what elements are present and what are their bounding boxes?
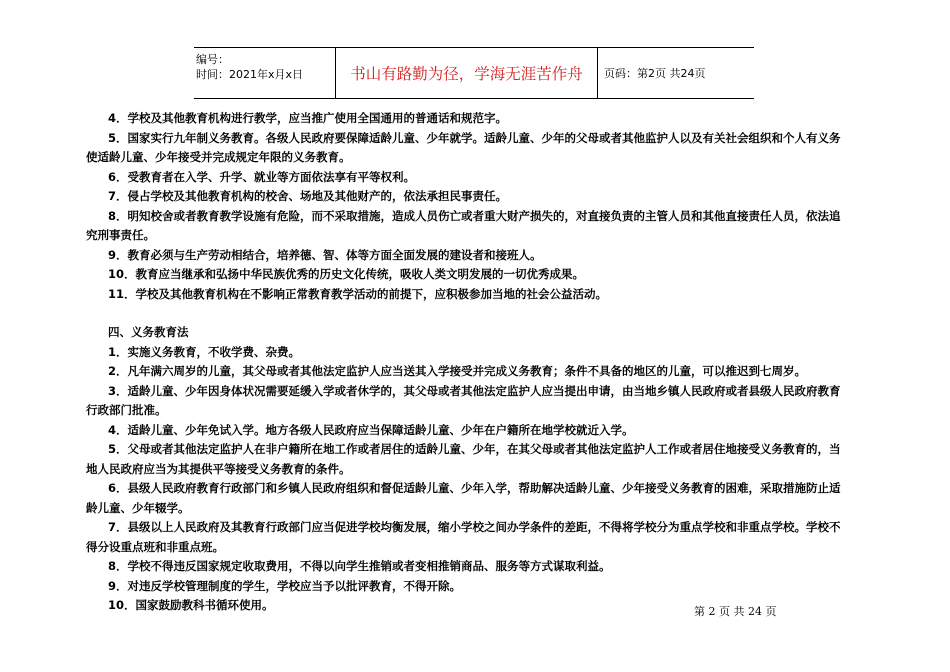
paragraph-line: 8．明知校舍或者教育教学设施有危险，而不采取措施，造成人员伤亡或者重大财产损失的，对直接负责的主管人员和其他直接责任人员，依法追	[108, 208, 841, 223]
paragraph-line: 龄儿童、少年辍学。	[86, 500, 190, 515]
page-label: 页码：第2页 共24页	[604, 67, 706, 80]
section-title: 四、义务教育法	[108, 325, 189, 339]
paragraph-line: 7．侵占学校及其他教育机构的校舍、场地及其他财产的，依法承担民事责任。	[108, 189, 507, 203]
header-meta	[194, 48, 336, 98]
paragraph-line: 5．国家实行九年制义务教育。各级人民政府要保障适龄儿童、少年就学。适龄儿童、少年的父母或者其他监护人以及有关社会组织和个人有义务	[108, 130, 841, 145]
paragraph-line: 6．受教育者在入学、升学、就业等方面依法享有平等权利。	[108, 169, 415, 184]
paragraph-line: 2．凡年满六周岁的儿童，其父母或者其他法定监护人应当送其入学接受并完成义务教育；条件不具备的地区的儿童，可以推迟到七周岁。	[108, 364, 806, 378]
page-header	[194, 47, 754, 99]
paragraph-line: 得分设重点班和非重点班。	[86, 539, 224, 554]
paragraph-line: 4．适龄儿童、少年免试入学。地方各级人民政府应当保障适龄儿童、少年在户籍所在地学校就近入学。	[108, 422, 634, 437]
paragraph-line: 10．国家鼓励教科书循环使用。	[108, 598, 274, 612]
paragraph-line: 10．教育应当继承和弘扬中华民族优秀的历史文化传统，吸收人类文明发展的一切优秀成果。	[108, 267, 584, 281]
paragraph-line: 1．实施义务教育，不收学费、杂费。	[108, 344, 300, 359]
time-label: 时间：2021年x月x日	[196, 68, 304, 81]
paragraph-line: 9．对违反学校管理制度的学生，学校应当予以批评教育，不得开除。	[108, 578, 461, 593]
paragraph-line: 7．县级以上人民政府及其教育行政部门应当促进学校均衡发展，缩小学校之间办学条件的差距，不得将学校分为重点学校和非重点学校。学校不	[108, 520, 841, 534]
paragraph-line: 3．适龄儿童、少年因身体状况需要延缓入学或者休学的，其父母或者其他法定监护人应当提出申请，由当地乡镇人民政府或者县级人民政府教育	[108, 383, 841, 398]
paragraph-line: 地人民政府应当为其提供平等接受义务教育的条件。	[86, 461, 351, 476]
motto: 书山有路勤为径，学海无涯苦作舟	[336, 48, 598, 98]
paragraph-line: 使适龄儿童、少年接受并完成规定年限的义务教育。	[86, 150, 351, 164]
paragraph-line: 究刑事责任。	[86, 228, 155, 242]
page-footer: 第 2 页 共 24 页	[694, 605, 777, 618]
paragraph-line: 6．县级人民政府教育行政部门和乡镇人民政府组织和督促适龄儿童、少年入学，帮助解决适龄儿童、少年接受义务教育的困难，采取措施防止适	[108, 481, 841, 495]
paragraph-line: 行政部门批准。	[86, 403, 167, 417]
paragraph-line: 9．教育必须与生产劳动相结合，培养德、智、体等方面全面发展的建设者和接班人。	[108, 247, 542, 262]
number-label: 编号：	[196, 53, 229, 66]
paragraph-line: 4．学校及其他教育机构进行教学，应当推广使用全国通用的普通话和规范字。	[108, 111, 507, 125]
paragraph-line: 11．学校及其他教育机构在不影响正常教育教学活动的前提下，应积极参加当地的社会公益活动。	[108, 286, 607, 301]
document-body	[86, 109, 866, 616]
paragraph-line: 5．父母或者其他法定监护人在非户籍所在地工作或者居住的适龄儿童、少年，在其父母或者其他法定监护人工作或者居住地接受义务教育的，当	[108, 442, 841, 456]
paragraph-line: 8．学校不得违反国家规定收取费用，不得以向学生推销或者变相推销商品、服务等方式谋取利益。	[108, 559, 611, 573]
